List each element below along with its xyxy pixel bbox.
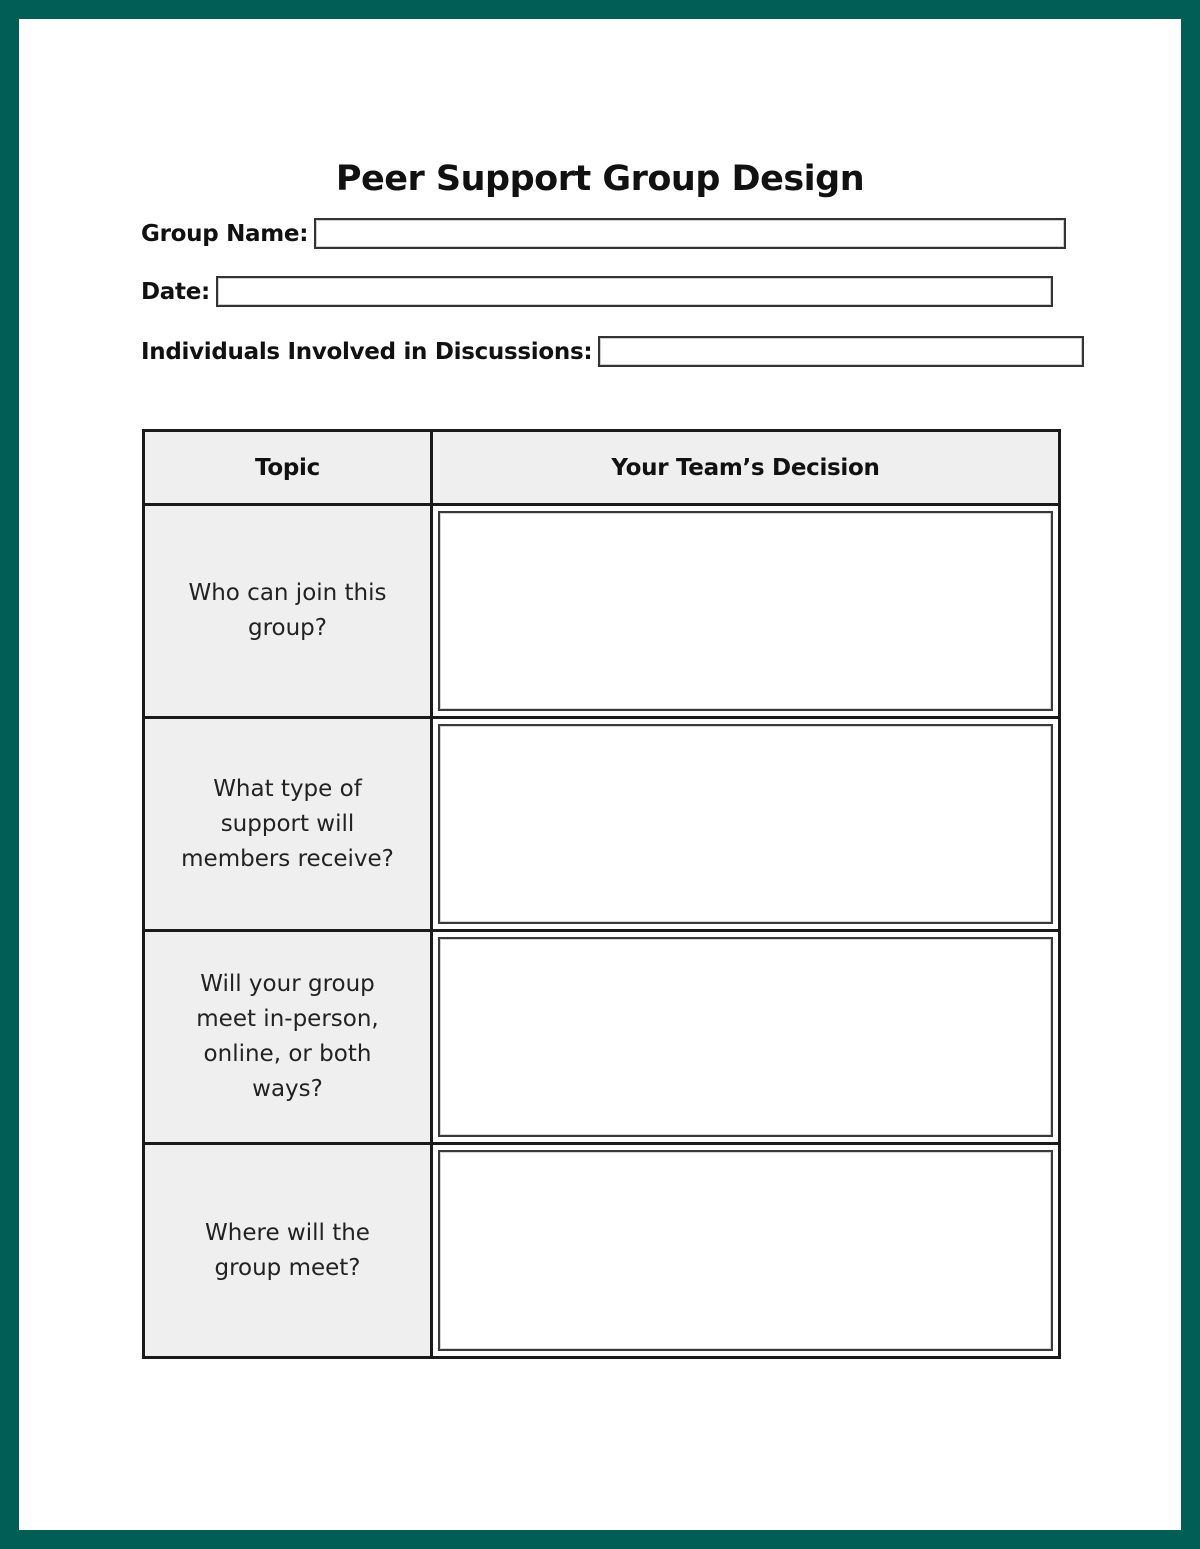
decision-field-support-type[interactable] xyxy=(438,724,1053,924)
topic-cell-meeting-location xyxy=(145,1145,433,1356)
individuals-field[interactable] xyxy=(598,336,1084,367)
worksheet-page xyxy=(19,19,1181,1530)
decision-cell-meeting-location xyxy=(433,1145,1058,1356)
decision-cell-support-type xyxy=(433,719,1058,932)
decision-field-meeting-format[interactable] xyxy=(438,937,1053,1137)
individuals-label: Individuals Involved in Discussions: xyxy=(141,338,593,365)
topic-cell-support-type xyxy=(145,719,433,932)
topic-cell-who-can-join xyxy=(145,506,433,719)
individuals-row xyxy=(141,336,1084,367)
topic-text: Who can join this group? xyxy=(188,580,387,641)
group-name-row xyxy=(141,218,1066,249)
date-row xyxy=(141,276,1053,307)
topic-text: Will your group meet in-person, online, or both ways? xyxy=(196,971,379,1102)
decision-field-who-can-join[interactable] xyxy=(438,511,1053,711)
group-name-label: Group Name: xyxy=(141,220,309,247)
decision-cell-meeting-format xyxy=(433,932,1058,1145)
decision-header: Your Team’s Decision xyxy=(433,432,1058,506)
date-field[interactable] xyxy=(216,276,1053,307)
topic-text: Where will the group meet? xyxy=(205,1219,370,1281)
date-label: Date: xyxy=(141,278,210,305)
decision-field-meeting-location[interactable] xyxy=(438,1150,1053,1351)
topic-cell-meeting-format xyxy=(145,932,433,1145)
topic-text: What type of support will members receive? xyxy=(181,775,394,872)
topic-header: Topic xyxy=(145,432,433,506)
page-title: Peer Support Group Design xyxy=(335,159,865,199)
design-table xyxy=(142,429,1061,1359)
group-name-field[interactable] xyxy=(314,218,1066,249)
decision-cell-who-can-join xyxy=(433,506,1058,719)
